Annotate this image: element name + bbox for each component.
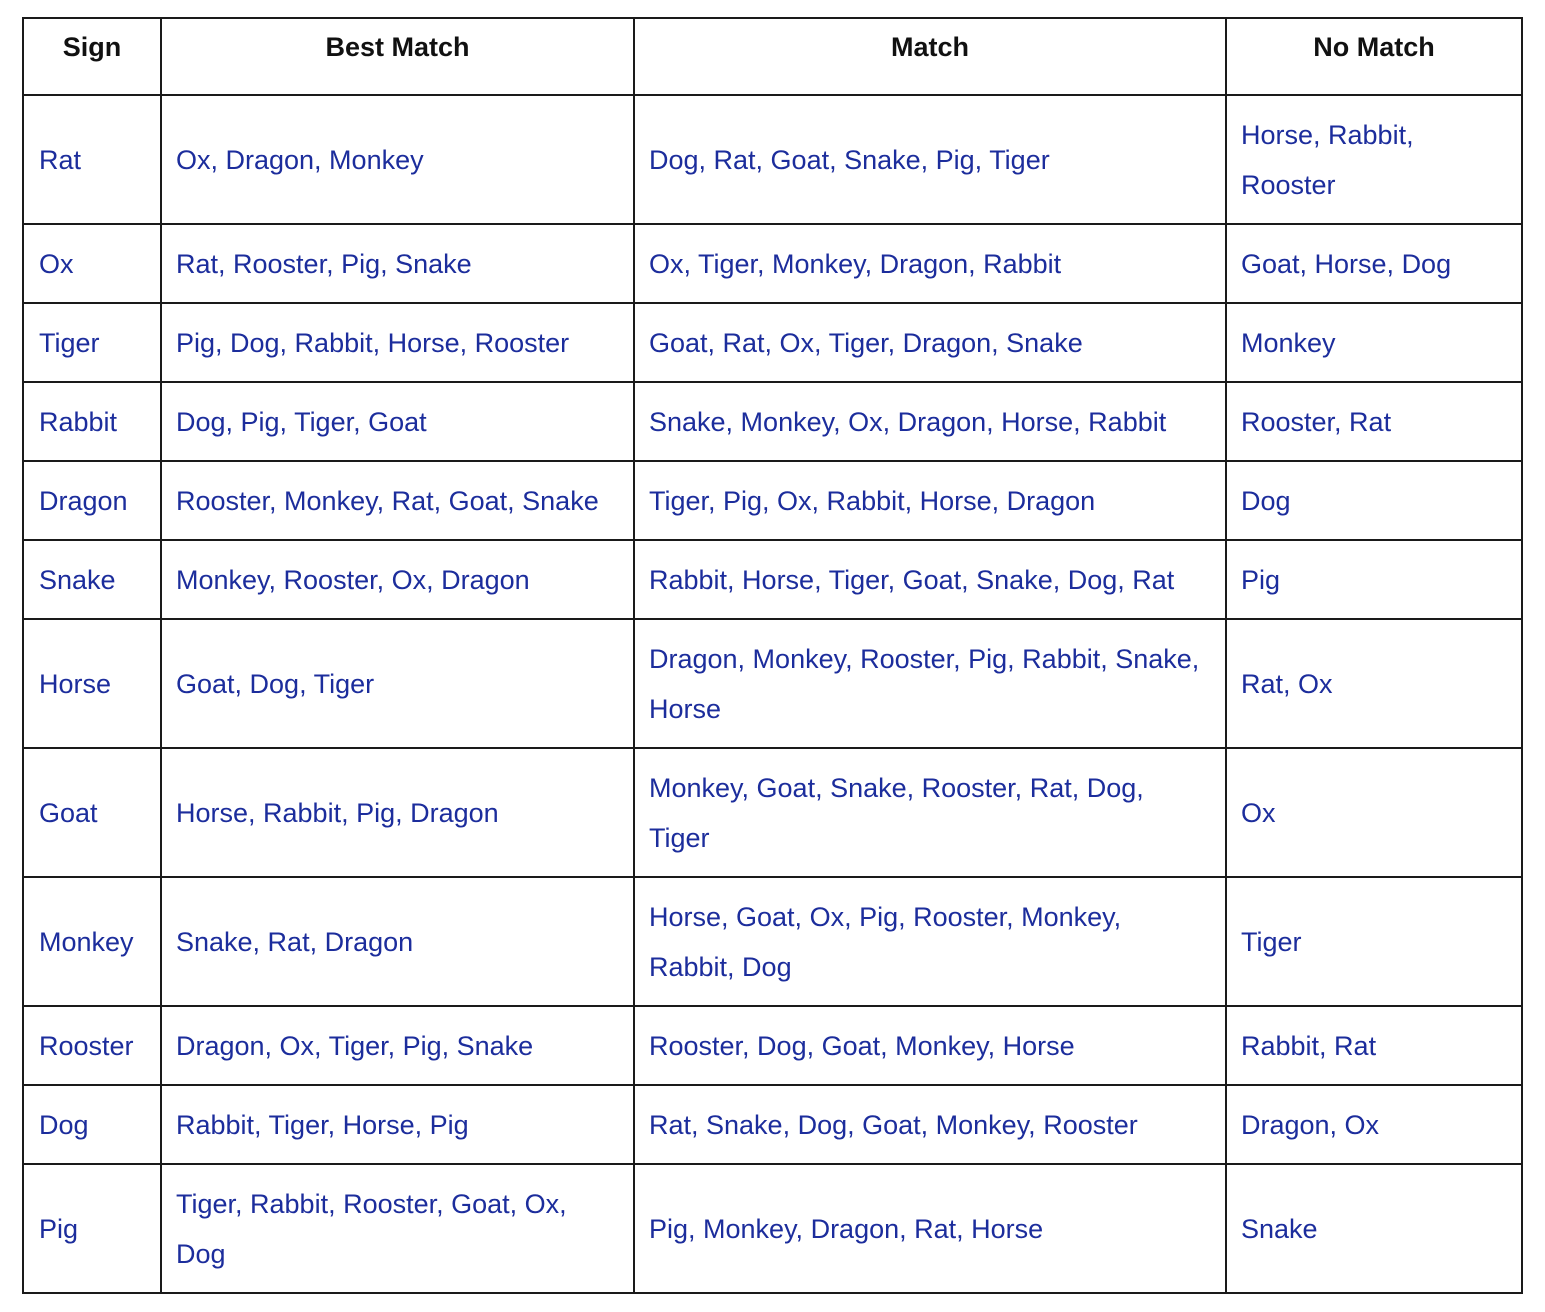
table-row [23, 540, 1522, 619]
table-row [23, 95, 1522, 224]
header-row [23, 18, 1522, 95]
match-cell: Monkey, Goat, Snake, Rooster, Rat, Dog, Tiger [634, 748, 1226, 877]
sign-cell: Snake [23, 540, 161, 619]
best-match-cell: Dragon, Ox, Tiger, Pig, Snake [161, 1006, 634, 1085]
header-best-match: Best Match [161, 18, 634, 95]
best-match-cell: Horse, Rabbit, Pig, Dragon [161, 748, 634, 877]
table-row [23, 224, 1522, 303]
best-match-cell: Ox, Dragon, Monkey [161, 95, 634, 224]
match-cell: Horse, Goat, Ox, Pig, Rooster, Monkey, Rabbit, Dog [634, 877, 1226, 1006]
best-match-cell: Snake, Rat, Dragon [161, 877, 634, 1006]
header-sign: Sign [23, 18, 161, 95]
table-row [23, 1006, 1522, 1085]
match-cell: Goat, Rat, Ox, Tiger, Dragon, Snake [634, 303, 1226, 382]
header-match: Match [634, 18, 1226, 95]
sign-cell: Rat [23, 95, 161, 224]
no-match-cell: Dragon, Ox [1226, 1085, 1522, 1164]
match-cell: Rat, Snake, Dog, Goat, Monkey, Rooster [634, 1085, 1226, 1164]
match-cell: Tiger, Pig, Ox, Rabbit, Horse, Dragon [634, 461, 1226, 540]
sign-cell: Monkey [23, 877, 161, 1006]
sign-cell: Pig [23, 1164, 161, 1293]
sign-cell: Rabbit [23, 382, 161, 461]
best-match-cell: Goat, Dog, Tiger [161, 619, 634, 748]
no-match-cell: Ox [1226, 748, 1522, 877]
sign-cell: Ox [23, 224, 161, 303]
no-match-cell: Tiger [1226, 877, 1522, 1006]
table-row [23, 619, 1522, 748]
no-match-cell: Rat, Ox [1226, 619, 1522, 748]
best-match-cell: Pig, Dog, Rabbit, Horse, Rooster [161, 303, 634, 382]
match-cell: Snake, Monkey, Ox, Dragon, Horse, Rabbit [634, 382, 1226, 461]
match-cell: Dragon, Monkey, Rooster, Pig, Rabbit, Snake, Horse [634, 619, 1226, 748]
match-cell: Rabbit, Horse, Tiger, Goat, Snake, Dog, Rat [634, 540, 1226, 619]
no-match-cell: Monkey [1226, 303, 1522, 382]
no-match-cell: Dog [1226, 461, 1522, 540]
no-match-cell: Snake [1226, 1164, 1522, 1293]
table-row [23, 303, 1522, 382]
header-no-match: No Match [1226, 18, 1522, 95]
sign-cell: Dog [23, 1085, 161, 1164]
table-row [23, 877, 1522, 1006]
table-row [23, 1164, 1522, 1293]
no-match-cell: Goat, Horse, Dog [1226, 224, 1522, 303]
match-cell: Ox, Tiger, Monkey, Dragon, Rabbit [634, 224, 1226, 303]
table-row [23, 382, 1522, 461]
match-cell: Pig, Monkey, Dragon, Rat, Horse [634, 1164, 1226, 1293]
sign-cell: Horse [23, 619, 161, 748]
best-match-cell: Tiger, Rabbit, Rooster, Goat, Ox, Dog [161, 1164, 634, 1293]
best-match-cell: Rooster, Monkey, Rat, Goat, Snake [161, 461, 634, 540]
table-row [23, 748, 1522, 877]
best-match-cell: Rabbit, Tiger, Horse, Pig [161, 1085, 634, 1164]
no-match-cell: Rooster, Rat [1226, 382, 1522, 461]
sign-cell: Rooster [23, 1006, 161, 1085]
match-cell: Rooster, Dog, Goat, Monkey, Horse [634, 1006, 1226, 1085]
sign-cell: Dragon [23, 461, 161, 540]
no-match-cell: Pig [1226, 540, 1522, 619]
table-row [23, 461, 1522, 540]
sign-cell: Tiger [23, 303, 161, 382]
no-match-cell: Rabbit, Rat [1226, 1006, 1522, 1085]
sign-cell: Goat [23, 748, 161, 877]
no-match-cell: Horse, Rabbit, Rooster [1226, 95, 1522, 224]
table-row [23, 1085, 1522, 1164]
best-match-cell: Monkey, Rooster, Ox, Dragon [161, 540, 634, 619]
best-match-cell: Dog, Pig, Tiger, Goat [161, 382, 634, 461]
compatibility-table [22, 17, 1523, 1294]
match-cell: Dog, Rat, Goat, Snake, Pig, Tiger [634, 95, 1226, 224]
best-match-cell: Rat, Rooster, Pig, Snake [161, 224, 634, 303]
